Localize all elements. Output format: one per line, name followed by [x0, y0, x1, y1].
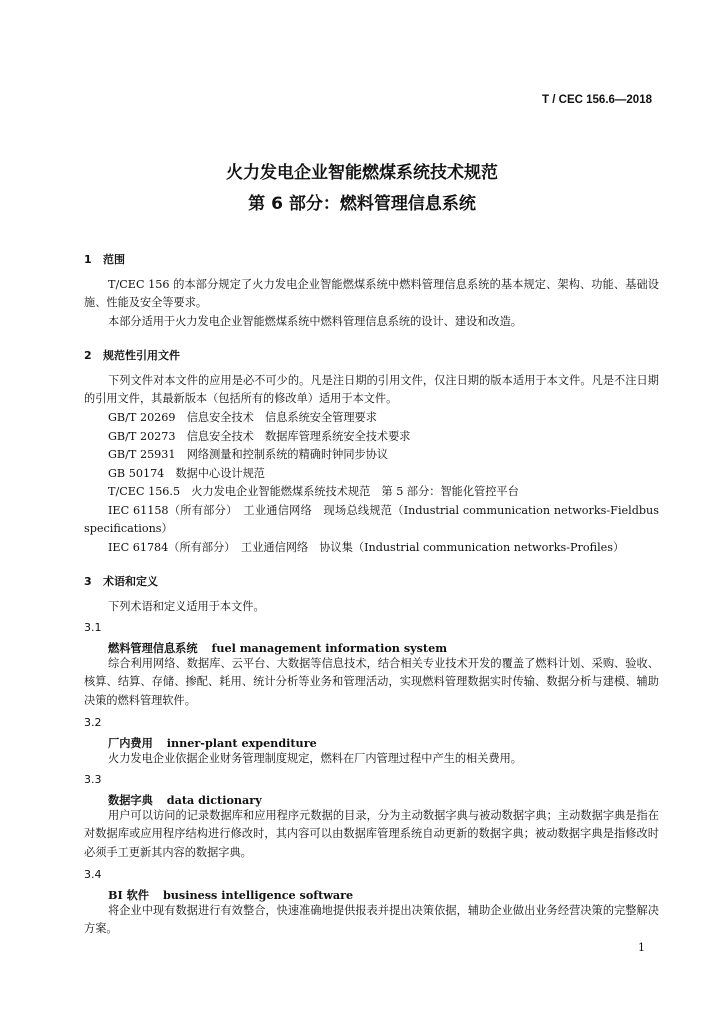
term-definition: 综合利用网络、数据库、云平台、大数据等信息技术，结合相关专业技术开发的覆盖了燃料计划、采购、验收、核算、结算、存储、掺配、耗用、统计分析等业务和管理活动，实现燃料管理数据实时传输、数据分析与建模、辅助决策的燃料管理软件。: [84, 657, 659, 707]
term-number: 3.1: [84, 621, 102, 634]
paragraph: 下列文件对本文件的应用是必不可少的。凡是注日期的引用文件，仅注日期的版本适用于本文件。凡是不注日期的引用文件，其最新版本（包括所有的修改单）适用于本文件。: [84, 374, 659, 406]
term-definition: 用户可以访问的记录数据库和应用程序元数据的目录，分为主动数据字典与被动数据字典；主动数据字典是指在对数据库或应用程序结构进行修改时，其内容可以由数据库管理系统自动更新的数据字典；被动数据字典是指修改时必须手工更新其内容的数据字典。: [84, 809, 659, 859]
paragraph: T/CEC 156 的本部分规定了火力发电企业智能燃煤系统中燃料管理信息系统的基本规定、架构、功能、基础设施、性能及安全等要求。: [84, 278, 659, 310]
term-chinese: 厂内费用: [108, 736, 153, 750]
reference-item: T/CEC 156.5 火力发电企业智能燃煤系统技术规范 第 5 部分：智能化管控平台: [108, 485, 519, 498]
paragraph: 下列术语和定义适用于本文件。: [108, 600, 265, 613]
page-number: 1: [638, 941, 645, 954]
section-title: 范围: [103, 253, 125, 266]
term-definition: 火力发电企业依据企业财务管理制度规定，燃料在厂内管理过程中产生的相关费用。: [108, 752, 522, 765]
term-heading: [108, 640, 447, 656]
section-1-heading: [84, 251, 125, 267]
reference-item: IEC 61158（所有部分） 工业通信网络 现场总线规范（Industrial communication networks-Fieldbus specifications）: [84, 504, 659, 536]
section-title: 规范性引用文件: [103, 349, 180, 362]
term-number: 3.2: [84, 716, 102, 729]
section-number: 2: [84, 349, 92, 362]
term-definition: 将企业中现有数据进行有效整合，快速准确地提供报表并提出决策依据，辅助企业做出业务经营决策的完整解决方案。: [84, 904, 659, 936]
term-english: fuel management information system: [211, 641, 448, 655]
standard-number: T / CEC 156.6—2018: [542, 94, 652, 106]
reference-item: IEC 61784（所有部分） 工业通信网络 协议集（Industrial communication networks-Profiles）: [108, 541, 625, 554]
document-subtitle: 第 6 部分：燃料管理信息系统: [248, 194, 476, 214]
reference-item: GB/T 20269 信息安全技术 信息系统安全管理要求: [108, 411, 377, 424]
term-chinese: 数据字典: [108, 793, 153, 807]
term-english: data dictionary: [166, 793, 262, 807]
term-heading: [108, 887, 353, 903]
term-number: 3.3: [84, 773, 102, 786]
term-heading: [108, 735, 317, 751]
term-english: business intelligence software: [162, 888, 354, 902]
section-number: 1: [84, 253, 92, 266]
reference-item: GB/T 25931 网络测量和控制系统的精确时钟同步协议: [108, 448, 389, 461]
paragraph: 本部分适用于火力发电企业智能燃煤系统中燃料管理信息系统的设计、建设和改造。: [108, 315, 522, 328]
section-number: 3: [84, 575, 92, 588]
term-english: inner-plant expenditure: [166, 736, 317, 750]
reference-item: GB/T 20273 信息安全技术 数据库管理系统安全技术要求: [108, 430, 411, 443]
section-title: 术语和定义: [103, 575, 158, 588]
term-chinese: BI 软件: [108, 888, 149, 902]
reference-item: GB 50174 数据中心设计规范: [108, 467, 265, 480]
section-2-heading: [84, 347, 180, 363]
term-heading: [108, 792, 262, 808]
term-number: 3.4: [84, 868, 102, 881]
document-title: 火力发电企业智能燃煤系统技术规范: [226, 163, 498, 183]
term-chinese: 燃料管理信息系统: [108, 641, 198, 655]
section-3-heading: [84, 573, 158, 589]
